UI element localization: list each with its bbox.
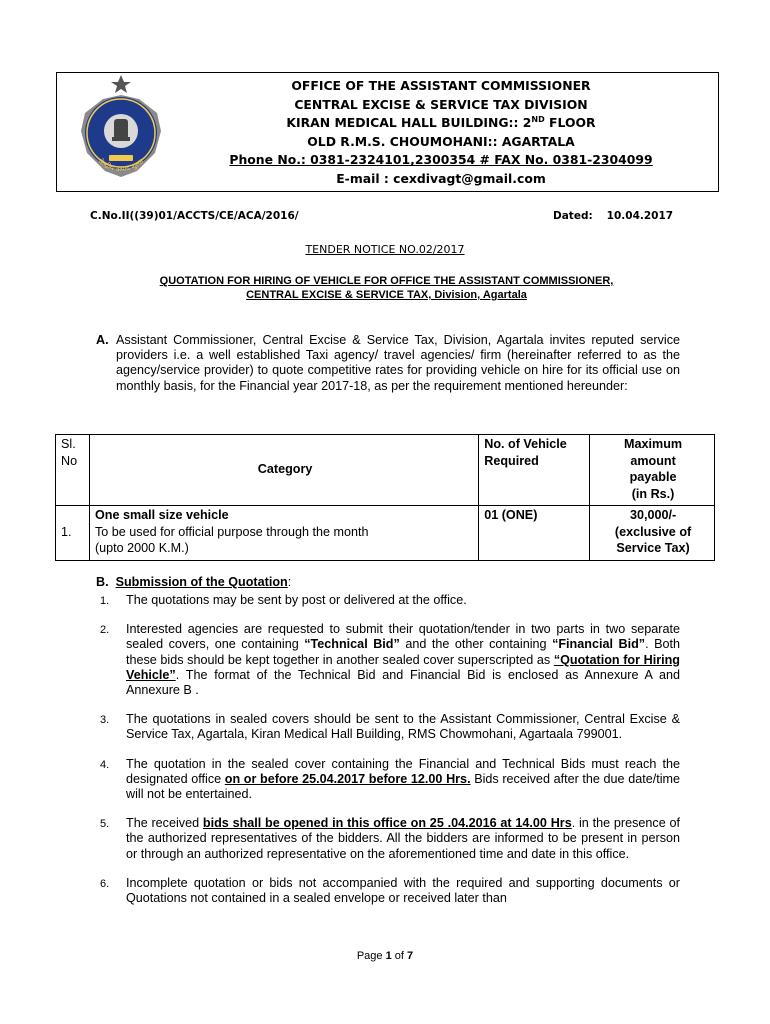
table-row [56,506,715,561]
page-total: 7 [407,950,414,962]
office-title: OFFICE OF THE ASSISTANT COMMISSIONER [291,78,591,93]
reference-number: C.No.II((39)01/ACCTS/CE/ACA/2016/ [90,210,299,222]
phone-fax-line: Phone No.: 0381-2324101,2300354 # FAX No. 0381-2304099 [229,152,653,168]
section-a-paragraph [96,333,680,394]
page-of: of [394,950,404,962]
date-block [553,210,673,222]
list-item: 2. Interested agencies are requested to submit their quotation/tender in two parts in two separate sealed covers, one containing “Technical Bid” and the other containing “Financial Bid”. Both these bids should be kept together in another sealed cover superscripted as “Quotation for Hiring Vehicle”. The format of the Technical Bid and Financial Bid is enclosed as Annexure A and Annexure B . [100,622,680,698]
letterhead-text [167,77,715,189]
section-b-heading: B. Submission of the Quotation: [96,575,292,589]
page-label: Page [356,950,383,962]
department-emblem-icon [65,73,177,191]
row-category: One small size vehicle To be used for official purpose through the month (upto 2000 K.M.) [89,506,478,561]
header-category: Category [89,435,478,506]
submission-list [96,593,680,906]
row-sl-no: 1. [56,506,90,561]
building-address: KIRAN MEDICAL HALL BUILDING:: 2ND FLOOR [286,115,596,131]
locality-address: OLD R.M.S. CHOUMOHANI:: AGARTALA [307,133,575,149]
section-a-letter: A. [96,333,109,347]
list-item: 1. The quotations may be sent by post or delivered at the office. [100,593,467,607]
page-current: 1 [385,950,392,962]
header-sl-no: Sl. No [56,435,90,506]
header-max-amount: Maximum amount payable (in Rs.) [590,435,715,506]
division-name: CENTRAL EXCISE & SERVICE TAX DIVISION [294,96,588,112]
section-a-text: Assistant Commissioner, Central Excise & Service Tax, Division, Agartala invites reputed service providers i.e. a well established Taxi agency/ travel agencies/ firm (hereinafter referred to as the agency/service provider) to quote competitive rates for providing vehicle on hire for its official use on monthly basis, for the Financial year 2017-18, as per the requirement mentioned hereunder: [116,333,680,393]
page-footer [0,950,770,962]
table-header-row [56,435,715,506]
date-value: 10.04.2017 [606,210,674,222]
subject-heading: QUOTATION FOR HIRING OF VEHICLE FOR OFFICE THE ASSISTANT COMMISSIONER, CENTRAL EXCISE & SERVICE TAX, Division, Agartala [159,275,614,301]
emblem-text: केन्द्रीय उत्पाद शुल्क [96,157,146,174]
list-item: 5. The received bids shall be opened in this office on 25 .04.2016 at 14.00 Hrs. in the presence of the authorized representatives of the bidders. All the bidders are informed to be present in person or through an authorized representative on the aforementioned time and date in this office. [100,816,680,861]
list-item: 6. Incomplete quotation or bids not accompanied with the required and supporting documents or Quotations not contained in a sealed envelope or received later than [100,875,680,906]
requirement-table [55,434,715,561]
row-vehicles-required: 01 (ONE) [479,506,590,561]
date-label: Dated: [553,210,593,222]
list-item: 4. The quotation in the sealed cover containing the Financial and Technical Bids must reach the designated office on or before 25.04.2017 before 12.00 Hrs. Bids received after the due date/time will not be entertained. [100,756,680,802]
tender-notice-title: TENDER NOTICE NO.02/2017 [305,243,465,256]
row-max-amount: 30,000/- (exclusive of Service Tax) [590,506,715,561]
email-line: E-mail : cexdivagt@gmail.com [336,170,546,186]
letterhead-box [56,72,719,192]
header-vehicles-required: No. of Vehicle Required [479,435,590,506]
list-item: 3. The quotations in sealed covers should be sent to the Assistant Commissioner, Central Excise & Service Tax, Agartala, Kiran Medical Hall Building, RMS Chowmohani, Agartaala 799001. [100,712,680,742]
